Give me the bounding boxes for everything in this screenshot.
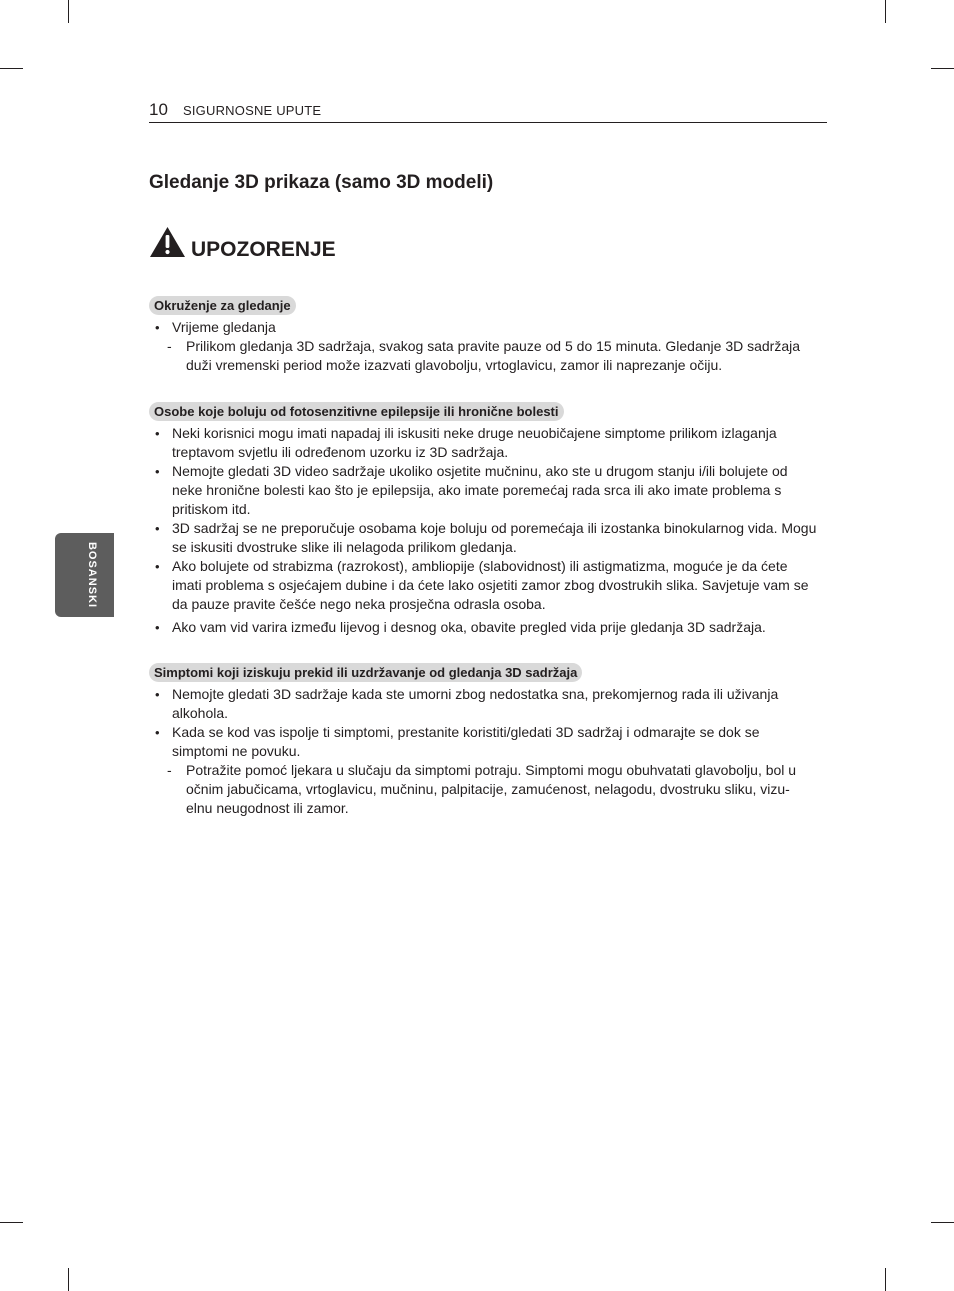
crop-mark [68, 1268, 69, 1291]
list-item-text: duži vremenski period može izazvati glavobolju, vrtoglavicu, zamor ili naprezanje očiju. [186, 357, 723, 373]
page-header [149, 100, 827, 123]
subsection-heading: Simptomi koji iziskuju prekid ili uzdržavanje od gledanja 3D sadržaja [149, 663, 582, 682]
crop-mark [0, 1222, 23, 1223]
list-item-text: pritiskom itd. [172, 501, 251, 517]
page-number: 10 [149, 100, 168, 119]
list-item-text: simptomi ne povuku. [172, 743, 301, 759]
bullet-marker: • [155, 426, 160, 441]
list-item-text: imati problema s osjećajem dubine i da ćete lako osjetiti zamor zbog dvostrukih slika. Savjetuje vam se [172, 577, 809, 593]
dash-marker: - [167, 338, 172, 354]
crop-mark [68, 0, 69, 23]
list-item-text: alkohola. [172, 705, 229, 721]
list-item-text: Neki korisnici mogu imati napadaj ili iskusiti neke druge neuobičajene simptome prilikom izlaganja [172, 425, 777, 441]
bullet-marker: • [155, 687, 160, 702]
crop-mark [885, 0, 886, 23]
warning-title: UPOZORENJE [191, 238, 336, 261]
list-item-text: Ako bolujete od strabizma (razrokost), ambliopije (slabovidnost) ili astigmatizma, moguće je da ćete [172, 558, 788, 574]
list-item-text: se iskusiti dvostruke slike ili nelagoda prilikom gledanja. [172, 539, 517, 555]
crop-mark [0, 68, 23, 69]
page-title: Gledanje 3D prikaza (samo 3D modeli) [149, 172, 494, 193]
crop-mark [931, 1222, 954, 1223]
list-item-text: Kada se kod vas ispolje ti simptomi, prestanite koristiti/gledati 3D sadržaj i odmarajte se dok se [172, 724, 760, 740]
list-item-text: Vrijeme gledanja [172, 319, 276, 335]
language-side-tab-label: BOSANSKI [86, 541, 98, 609]
list-item-text: Nemojte gledati 3D video sadržaje ukoliko osjetite mučninu, ako ste u drugom stanju i/ili bolujete od [172, 463, 788, 479]
list-item-text: Ako vam vid varira između lijevog i desnog oka, obavite pregled vida prije gledanja 3D sadržaja. [172, 619, 766, 635]
bullet-marker: • [155, 620, 160, 635]
bullet-marker: • [155, 559, 160, 574]
list-item-text: Prilikom gledanja 3D sadržaja, svakog sata pravite pauze od 5 do 15 minuta. Gledanje 3D sadržaja [186, 338, 801, 354]
running-section-title: SIGURNOSNE UPUTE [183, 103, 322, 118]
language-side-tab [55, 533, 114, 617]
list-item-text: neke hronične bolesti kao što je epilepsija, ako imate poremećaj rada srca ili ako imate problema s [172, 482, 782, 498]
crop-mark [885, 1268, 886, 1291]
subsection-heading: Okruženje za gledanje [149, 296, 296, 315]
list-item-text: treptavom svjetlu ili određenom uzorku iz 3D sadržaja. [172, 444, 509, 460]
list-item-text: Nemojte gledati 3D sadržaje kada ste umorni zbog nedostatka sna, prekomjernog rada ili uživanja [172, 686, 779, 702]
warning-triangle-icon [149, 226, 186, 258]
list-item-text: 3D sadržaj se ne preporučuje osobama koje boluju od poremećaja ili izostanka binokularnog vida. Mogu [172, 520, 817, 536]
subsection-heading: Osobe koje boluju od fotosenzitivne epilepsije ili hronične bolesti [149, 402, 564, 421]
list-item-text: Potražite pomoć ljekara u slučaju da simptomi potraju. Simptomi mogu obuhvatati glavobolju, bol u [186, 762, 797, 778]
bullet-marker: • [155, 521, 160, 536]
list-item-text: očnim jabučicama, vrtoglavicu, mučninu, palpitacije, zamućenost, nelagodu, dvostruku sliku, vizu- [186, 781, 790, 797]
bullet-marker: • [155, 464, 160, 479]
bullet-marker: • [155, 725, 160, 740]
bullet-marker: • [155, 320, 160, 335]
dash-marker: - [167, 762, 172, 778]
list-item-text: elnu neugodnost ili zamor. [186, 800, 349, 816]
list-item-text: da pauze pravite češće nego neka prosječna odrasla osoba. [172, 596, 546, 612]
crop-mark [931, 68, 954, 69]
